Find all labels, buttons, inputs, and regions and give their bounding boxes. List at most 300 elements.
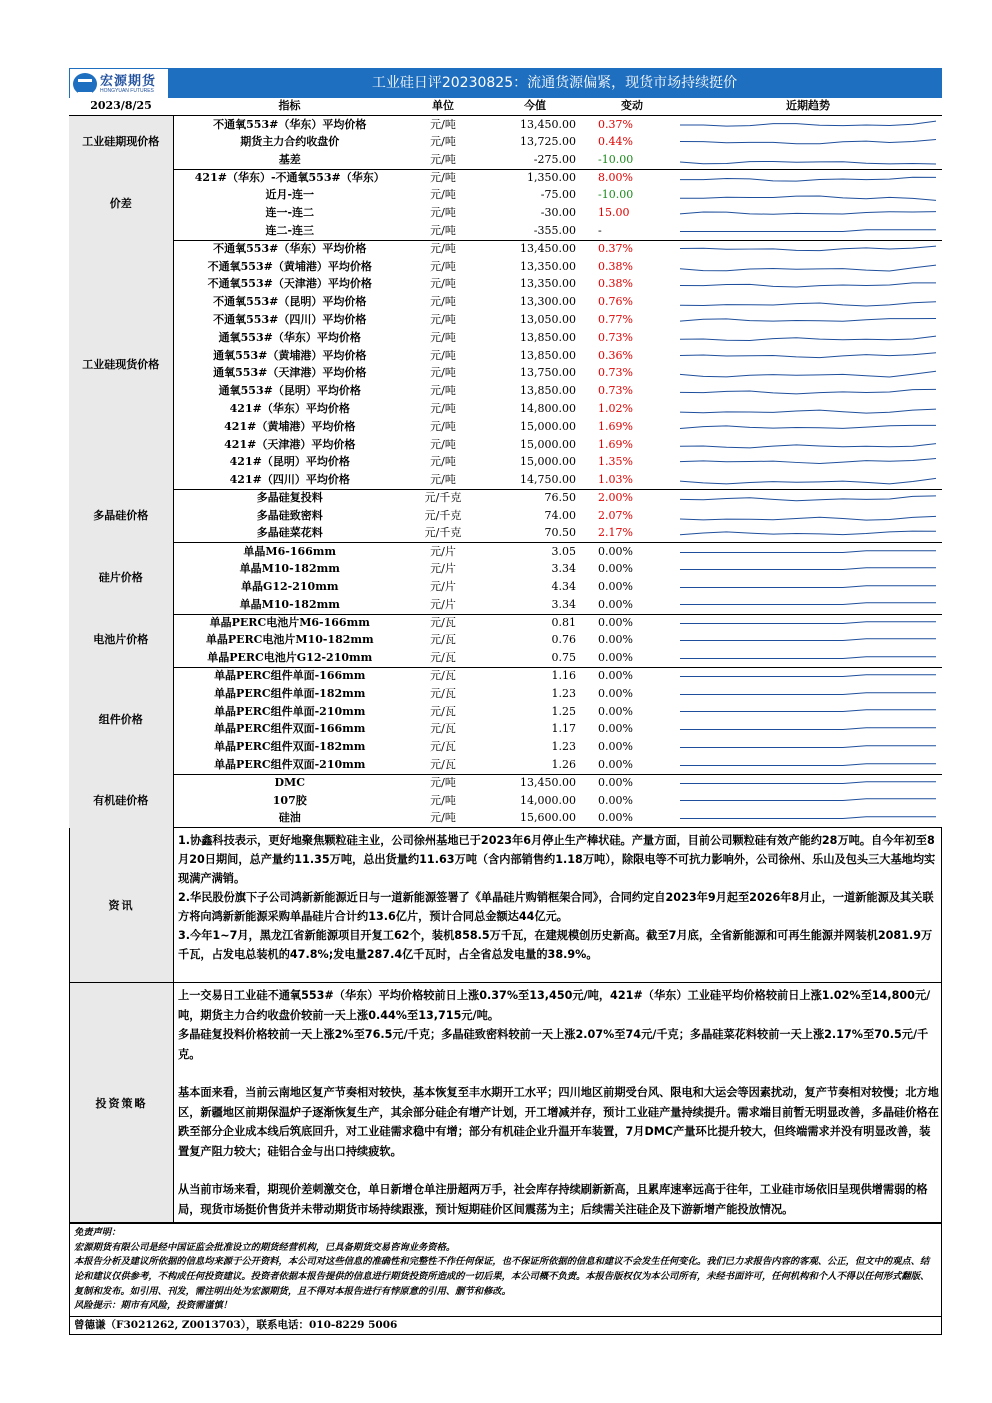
value-cell: 76.50 xyxy=(544,491,576,505)
trend-sparkline xyxy=(674,312,942,330)
change-cell: 0.36% xyxy=(598,348,633,362)
trend-line xyxy=(680,568,936,570)
trend-line xyxy=(680,657,936,659)
author-contact: 曾德谦（F3021262, Z0013703），联系电话：010-8229 5006 xyxy=(69,1317,942,1335)
change-cell: 0.00% xyxy=(598,793,633,807)
unit-cell: 元/吨 xyxy=(430,419,456,433)
unit-cell: 元/吨 xyxy=(430,330,456,344)
category-label: 组件价格 xyxy=(69,668,173,775)
col-trend: 近期趋势 xyxy=(674,98,942,116)
value-cell: -355.00 xyxy=(480,223,590,241)
report-sheet xyxy=(69,68,942,1335)
trend-line xyxy=(680,230,936,232)
change-cell: 0.37% xyxy=(598,117,633,131)
indicator-name: 单晶G12-210mm xyxy=(240,580,339,594)
trend-line xyxy=(680,746,936,748)
change-cell: 0.00% xyxy=(598,776,633,790)
value-cell: 13,725.00 xyxy=(520,135,576,149)
logo-name: 宏源期货 xyxy=(100,72,157,88)
table-row xyxy=(69,383,942,401)
change-cell: 1.69% xyxy=(598,437,633,451)
value-cell: 13,450.00 xyxy=(520,117,576,131)
trend-sparkline xyxy=(674,810,942,828)
value-cell: 13,850.00 xyxy=(520,330,576,344)
trend-sparkline xyxy=(674,774,942,792)
change-cell: 0.77% xyxy=(598,313,633,327)
value-cell: 13,300.00 xyxy=(520,295,576,309)
indicator-name: 单晶M6-166mm xyxy=(243,544,337,558)
trend-sparkline xyxy=(674,454,942,472)
unit-cell: 元/吨 xyxy=(406,223,480,241)
strategy-paragraph: 基本面来看，当前云南地区复产节奏相对较快，基本恢复至丰水期开工水平；四川地区前期受台风、限电和大运会等因素扰动，复产节奏相对较慢；北方地区，新疆地区前期保温炉子逐渐恢复生产，其余部分硅企有增产计划，开工增减并存，预计工业硅产量持续提升。需求端目前暂无明显改善，多晶硅价格在跌至部分企业成本线后筑底回升，对工业硅需求稳中有增；部分有机硅企业升温开车装置，7月DMC产量环比提升较大，但终端需求并没有明显改善，装置复产阻力较大；硅铝合金与出口持续疲软。 xyxy=(178,1086,939,1158)
change-cell: 1.02% xyxy=(598,402,633,416)
trend-line xyxy=(680,692,936,694)
trend-sparkline xyxy=(674,151,942,169)
unit-cell: 元/吨 xyxy=(430,117,456,131)
indicator-name: 单晶M10-182mm xyxy=(173,596,406,614)
indicator-name: 单晶PERC电池片M10-182mm xyxy=(205,633,374,647)
trend-sparkline xyxy=(674,276,942,294)
trend-sparkline xyxy=(674,685,942,703)
trend-line xyxy=(680,799,936,801)
indicator-name: 多晶硅菜花料 xyxy=(173,525,406,543)
value-cell: 14,000.00 xyxy=(520,793,576,807)
category-label: 电池片价格 xyxy=(69,614,173,667)
trend-sparkline xyxy=(674,614,942,632)
change-cell: 0.00% xyxy=(598,580,633,594)
unit-cell: 元/吨 xyxy=(406,810,480,828)
category-label: 硅片价格 xyxy=(69,543,173,614)
change-cell: -10.00 xyxy=(598,188,634,202)
value-cell: 0.81 xyxy=(551,615,576,629)
unit-cell: 元/瓦 xyxy=(430,615,456,629)
unit-cell: 元/片 xyxy=(406,596,480,614)
value-cell: 13,850.00 xyxy=(520,384,576,398)
indicator-name: 不通氧553#（昆明）平均价格 xyxy=(213,295,367,309)
table-row xyxy=(69,632,942,650)
table-row xyxy=(69,668,942,686)
col-change: 变动 xyxy=(590,98,674,116)
indicator-name: 421#（华东）平均价格 xyxy=(229,402,350,416)
trend-line xyxy=(680,675,936,677)
table-row xyxy=(69,472,942,490)
disclaimer-line: 风险提示：期市有风险，投资需谨慎！ xyxy=(74,1300,233,1312)
report-header xyxy=(69,68,942,98)
value-cell: 13,750.00 xyxy=(520,366,576,380)
table-row xyxy=(69,525,942,543)
table-row xyxy=(69,810,942,828)
trend-line xyxy=(680,283,936,287)
trend-line xyxy=(680,817,936,819)
trend-sparkline xyxy=(674,561,942,579)
indicator-name: 不通氧553#（黄埔港）平均价格 xyxy=(207,259,372,273)
value-cell: 13,450.00 xyxy=(520,776,576,790)
trend-sparkline xyxy=(674,739,942,757)
value-cell: -275.00 xyxy=(480,151,590,169)
table-row xyxy=(69,223,942,241)
indicator-name: 不通氧553#（四川）平均价格 xyxy=(213,313,367,327)
change-cell: 0.00% xyxy=(598,615,633,629)
indicator-name: 近月-连一 xyxy=(265,188,315,202)
unit-cell: 元/瓦 xyxy=(430,669,456,683)
table-row xyxy=(69,490,942,508)
trend-line xyxy=(680,425,936,428)
table-row xyxy=(69,650,942,668)
trend-sparkline xyxy=(674,792,942,810)
unit-cell: 元/吨 xyxy=(430,277,456,291)
unit-cell: 元/千克 xyxy=(406,525,480,543)
change-cell: 0.76% xyxy=(598,295,633,309)
unit-cell: 元/吨 xyxy=(430,455,456,469)
table-row xyxy=(69,685,942,703)
trend-line xyxy=(680,161,936,164)
col-indicator: 指标 xyxy=(173,98,406,116)
trend-line xyxy=(680,443,936,447)
change-cell: 0.73% xyxy=(598,366,633,380)
trend-line xyxy=(680,196,936,200)
strategy-paragraph: 上一交易日工业硅不通氧553#（华东）平均价格较前日上涨0.37%至13,450元/吨，421#（华东）工业硅平均价格较前日上涨1.02%至14,800元/吨，期货主力合约收盘价较前一天上涨0.44%至13,715元/吨。 xyxy=(178,989,931,1022)
trend-sparkline xyxy=(674,490,942,508)
category-label: 价差 xyxy=(69,169,173,240)
indicator-name: 107胶 xyxy=(272,793,307,807)
value-cell: 1.23 xyxy=(551,686,576,700)
change-cell: 0.00% xyxy=(590,596,674,614)
indicator-name: 通氧553#（黄埔港）平均价格 xyxy=(213,348,367,362)
change-cell: 0.00% xyxy=(590,810,674,828)
trend-line xyxy=(680,782,936,784)
unit-cell: 元/千克 xyxy=(424,508,462,522)
price-table xyxy=(69,98,942,828)
table-row xyxy=(69,721,942,739)
change-cell: 0.00% xyxy=(598,722,633,736)
trend-sparkline xyxy=(674,205,942,223)
table-row xyxy=(69,543,942,561)
trend-sparkline xyxy=(674,365,942,383)
trend-sparkline xyxy=(674,223,942,241)
table-row xyxy=(69,347,942,365)
change-cell: 2.07% xyxy=(598,508,633,522)
unit-cell: 元/瓦 xyxy=(430,740,456,754)
table-row xyxy=(69,276,942,294)
unit-cell: 元/吨 xyxy=(430,170,456,184)
value-cell: -75.00 xyxy=(540,188,576,202)
strategy-paragraph xyxy=(178,1064,939,1083)
change-cell: 2.17% xyxy=(590,525,674,543)
category-label: 多晶硅价格 xyxy=(69,490,173,543)
trend-sparkline xyxy=(674,116,942,134)
table-row xyxy=(69,365,942,383)
table-row xyxy=(69,596,942,614)
trend-line xyxy=(680,622,936,624)
value-cell: 14,750.00 xyxy=(480,472,590,490)
unit-cell: 元/瓦 xyxy=(430,686,456,700)
unit-cell: 元/千克 xyxy=(424,491,462,505)
value-cell: 1.17 xyxy=(551,722,576,736)
trend-sparkline xyxy=(674,418,942,436)
table-row xyxy=(69,614,942,632)
indicator-name: 单晶PERC组件双面-166mm xyxy=(214,722,366,736)
change-cell: 0.38% xyxy=(598,259,633,273)
table-row xyxy=(69,703,942,721)
unit-cell: 元/瓦 xyxy=(430,633,456,647)
trend-line xyxy=(680,459,936,464)
unit-cell: 元/吨 xyxy=(430,259,456,273)
indicator-name: 硅油 xyxy=(173,810,406,828)
indicator-name: 不通氧553#（华东）平均价格 xyxy=(213,117,367,131)
trend-sparkline xyxy=(674,507,942,525)
report-date: 2023/8/25 xyxy=(69,98,173,116)
strategy-paragraph xyxy=(178,1161,939,1180)
indicator-name: 多晶硅复投料 xyxy=(256,491,323,505)
indicator-name: 单晶PERC电池片M6-166mm xyxy=(209,615,370,629)
unit-cell: 元/吨 xyxy=(430,402,456,416)
change-cell: 0.00% xyxy=(590,650,674,668)
trend-sparkline xyxy=(674,703,942,721)
change-cell: 15.00 xyxy=(598,206,630,220)
value-cell: 1.25 xyxy=(551,704,576,718)
trend-sparkline xyxy=(674,472,942,490)
trend-sparkline xyxy=(674,329,942,347)
trend-sparkline xyxy=(674,187,942,205)
table-row xyxy=(69,205,942,223)
change-cell: - xyxy=(590,223,674,241)
unit-cell: 元/吨 xyxy=(430,295,456,309)
table-row xyxy=(69,187,942,205)
trend-line xyxy=(680,246,936,251)
table-header-row xyxy=(69,98,942,116)
change-cell: 0.73% xyxy=(598,330,633,344)
indicator-name: 连一-连二 xyxy=(265,206,315,220)
unit-cell: 元/瓦 xyxy=(430,704,456,718)
unit-cell: 元/吨 xyxy=(430,188,456,202)
trend-sparkline xyxy=(674,650,942,668)
indicator-name: DMC xyxy=(274,776,305,790)
value-cell: 15,000.00 xyxy=(520,437,576,451)
trend-line xyxy=(680,302,936,306)
table-row xyxy=(69,792,942,810)
trend-line xyxy=(680,710,936,712)
indicator-name: 421#（昆明）平均价格 xyxy=(229,455,350,469)
value-cell: 3.05 xyxy=(551,544,576,558)
trend-line xyxy=(680,639,936,641)
change-cell: 0.00% xyxy=(598,669,633,683)
trend-sparkline xyxy=(674,134,942,152)
news-box xyxy=(70,828,941,983)
trend-line xyxy=(680,531,936,535)
change-cell: 1.35% xyxy=(598,455,633,469)
category-label: 工业硅期现价格 xyxy=(69,116,173,169)
trend-line xyxy=(680,352,936,357)
change-cell: 1.69% xyxy=(598,419,633,433)
strategy-label: 投资策略 xyxy=(70,983,174,1222)
indicator-name: 基差 xyxy=(173,151,406,169)
indicator-name: 421#（四川）平均价格 xyxy=(173,472,406,490)
table-row xyxy=(69,436,942,454)
table-row xyxy=(69,561,942,579)
indicator-name: 单晶PERC电池片G12-210mm xyxy=(173,650,406,668)
trend-line xyxy=(680,728,936,730)
disclaimer-line: 本报告分析及建议所依据的信息均来源于公开资料，本公司对这些信息的准确性和完整性不作任何保证，也不保证所依据的信息和建议不会发生任何变化。我们已力求报告内容的客观、公正，但文中的观点、结论和建议仅供参考，不构成任何投资建议。投资者依据本报告提供的信息进行期货投资所造成的一切后果，本公司概不负责。本报告版权仅为本公司所有，未经书面许可，任何机构和个人不得以任何形式翻版、复制和发布。如引用、刊发，需注明出处为宏源期货，且不得对本报告进行有悖原意的引用、删节和修改。 xyxy=(74,1256,930,1297)
category-label: 有机硅价格 xyxy=(69,774,173,827)
table-row xyxy=(69,579,942,597)
change-cell: 0.00% xyxy=(598,704,633,718)
value-cell: 1,350.00 xyxy=(527,170,576,184)
indicator-name: 单晶PERC组件单面-166mm xyxy=(214,669,366,683)
table-row xyxy=(69,116,942,134)
trend-sparkline xyxy=(674,579,942,597)
value-cell: 15,000.00 xyxy=(520,455,576,469)
indicator-name: 单晶PERC组件双面-182mm xyxy=(214,740,366,754)
report-title: 工业硅日评20230825：流通货源偏紧，现货市场持续挺价 xyxy=(371,75,738,91)
change-cell: 0.44% xyxy=(598,135,633,149)
trend-line xyxy=(680,318,936,321)
trend-sparkline xyxy=(674,525,942,543)
change-cell: 0.00% xyxy=(598,686,633,700)
trend-sparkline xyxy=(674,756,942,774)
trend-sparkline xyxy=(674,668,942,686)
unit-cell: 元/片 xyxy=(430,544,456,558)
unit-cell: 元/吨 xyxy=(430,348,456,362)
trend-line xyxy=(680,516,936,520)
trend-line xyxy=(680,336,936,340)
strategy-paragraph: 从当前市场来看，期现价差刺激交仓，单日新增仓单注册超两万手，社会库存持续刷新新高，且累库速率远高于往年，工业硅市场依旧呈现供增需弱的格局，现货市场挺价售货并未带动期货市场持续跟涨，预计短期硅价区间震荡为主；后续需关注硅企及下游新增产能投放情况。 xyxy=(178,1183,928,1216)
table-row xyxy=(69,454,942,472)
change-cell: 0.00% xyxy=(598,562,633,576)
change-cell: 0.00% xyxy=(590,756,674,774)
trend-line xyxy=(680,389,936,394)
value-cell: 15,600.00 xyxy=(480,810,590,828)
trend-line xyxy=(680,122,936,127)
news-paragraph: 3.今年1~7月，黑龙江省新能源项目开复工62个，装机858.5万千瓦，在建规模创历史新高。截至7月底，全省新能源和可再生能源并网装机2081.9万千瓦，占发电总装机的47.8%;发电量287.4亿千瓦时，占全省总发电量的38.9%。 xyxy=(178,929,933,962)
disclaimer-heading: 免责声明： xyxy=(74,1227,121,1239)
table-row xyxy=(69,258,942,276)
table-row xyxy=(69,134,942,152)
table-row xyxy=(69,169,942,187)
trend-line xyxy=(680,139,936,143)
table-row xyxy=(69,401,942,419)
unit-cell: 元/吨 xyxy=(430,384,456,398)
indicator-name: 单晶M10-182mm xyxy=(239,562,340,576)
indicator-name: 通氧553#（昆明）平均价格 xyxy=(218,384,361,398)
table-row xyxy=(69,312,942,330)
news-paragraph: 1.协鑫科技表示，更好地聚焦颗粒硅主业，公司徐州基地已于2023年6月停止生产棒状硅。产量方面，目前公司颗粒硅有效产能约28万吨。自今年初至8月20日期间，总产量约11.35万吨，总出货量约11.63万吨（含内部销售约1.18万吨），除限电等不可抗力影响外，公司徐州、乐山及包头三大基地均实现满产满销。 xyxy=(178,834,936,886)
trend-sparkline xyxy=(674,169,942,187)
trend-sparkline xyxy=(674,347,942,365)
value-cell: 13,350.00 xyxy=(520,259,576,273)
trend-line xyxy=(680,372,936,378)
logo-mark-icon xyxy=(73,73,97,95)
indicator-name: 421#（华东）-不通氧553#（华东） xyxy=(194,170,385,184)
value-cell: 70.50 xyxy=(480,525,590,543)
value-cell: 15,000.00 xyxy=(520,419,576,433)
trend-sparkline xyxy=(674,721,942,739)
value-cell: 4.34 xyxy=(551,580,576,594)
value-cell: 13,850.00 xyxy=(520,348,576,362)
table-row xyxy=(69,418,942,436)
unit-cell: 元/片 xyxy=(430,580,456,594)
unit-cell: 元/吨 xyxy=(430,366,456,380)
table-row xyxy=(69,756,942,774)
trend-sparkline xyxy=(674,401,942,419)
table-row xyxy=(69,774,942,792)
value-cell: 0.76 xyxy=(551,633,576,647)
change-cell: 8.00% xyxy=(598,170,633,184)
trend-sparkline xyxy=(674,240,942,258)
category-label: 工业硅现货价格 xyxy=(69,240,173,489)
col-value: 今值 xyxy=(480,98,590,116)
trend-line xyxy=(680,212,936,215)
change-cell: 0.73% xyxy=(598,384,633,398)
trend-line xyxy=(680,496,936,501)
indicator-name: 单晶PERC组件单面-182mm xyxy=(214,686,366,700)
change-cell: 0.00% xyxy=(598,740,633,754)
trend-line xyxy=(680,550,936,552)
col-unit: 单位 xyxy=(406,98,480,116)
trend-sparkline xyxy=(674,258,942,276)
change-cell: 0.38% xyxy=(598,277,633,291)
unit-cell: 元/吨 xyxy=(430,206,456,220)
trend-line xyxy=(680,265,936,271)
value-cell: 3.34 xyxy=(480,596,590,614)
value-cell: 1.16 xyxy=(551,669,576,683)
indicator-name: 单晶PERC组件单面-210mm xyxy=(214,704,366,718)
unit-cell: 元/吨 xyxy=(430,776,456,790)
value-cell: 74.00 xyxy=(544,508,576,522)
unit-cell: 元/瓦 xyxy=(406,650,480,668)
change-cell: 0.00% xyxy=(598,544,633,558)
strategy-body xyxy=(174,983,941,1222)
news-body xyxy=(174,828,941,982)
unit-cell: 元/吨 xyxy=(406,151,480,169)
trend-sparkline xyxy=(674,596,942,614)
table-row xyxy=(69,329,942,347)
unit-cell: 元/吨 xyxy=(430,135,456,149)
trend-sparkline xyxy=(674,632,942,650)
unit-cell: 元/吨 xyxy=(406,472,480,490)
indicator-name: 多晶硅致密料 xyxy=(256,508,323,522)
table-row xyxy=(69,739,942,757)
unit-cell: 元/吨 xyxy=(430,242,456,256)
trend-line xyxy=(680,177,936,181)
indicator-name: 期货主力合约收盘价 xyxy=(240,135,340,149)
trend-line xyxy=(680,409,936,413)
change-cell: 0.00% xyxy=(598,633,633,647)
indicator-name: 421#（黄埔港）平均价格 xyxy=(224,419,356,433)
unit-cell: 元/瓦 xyxy=(406,756,480,774)
change-cell: 1.03% xyxy=(590,472,674,490)
value-cell: 13,450.00 xyxy=(520,242,576,256)
value-cell: 13,350.00 xyxy=(520,277,576,291)
indicator-name: 单晶PERC组件双面-210mm xyxy=(173,756,406,774)
trend-line xyxy=(680,603,936,605)
change-cell: 0.37% xyxy=(598,242,633,256)
value-cell: 13,050.00 xyxy=(520,313,576,327)
news-paragraph: 2.华民股份旗下子公司鸿新新能源近日与一道新能源签署了《单晶硅片购销框架合同》，合同约定自2023年9月起至2026年8月止，一道新能源及其关联方将向鸿新新能源采购单晶硅片合计约13.6亿片，预计合同总金额达44亿元。 xyxy=(178,891,934,924)
disclaimer xyxy=(69,1224,942,1317)
trend-sparkline xyxy=(674,543,942,561)
unit-cell: 元/瓦 xyxy=(430,722,456,736)
indicator-name: 通氧553#（天津港）平均价格 xyxy=(213,366,367,380)
indicator-name: 通氧553#（华东）平均价格 xyxy=(218,330,361,344)
trend-line xyxy=(680,586,936,588)
disclaimer-line: 宏源期货有限公司是经中国证监会批准设立的期货经营机构，已具备期货交易咨询业务资格。 xyxy=(74,1241,456,1253)
trend-line xyxy=(680,763,936,765)
indicator-name: 421#（天津港）平均价格 xyxy=(224,437,356,451)
change-cell: -10.00 xyxy=(590,151,674,169)
value-cell: -30.00 xyxy=(540,206,576,220)
value-cell: 14,800.00 xyxy=(520,402,576,416)
logo-english-name: HONGYUAN FUTURES xyxy=(100,87,154,94)
